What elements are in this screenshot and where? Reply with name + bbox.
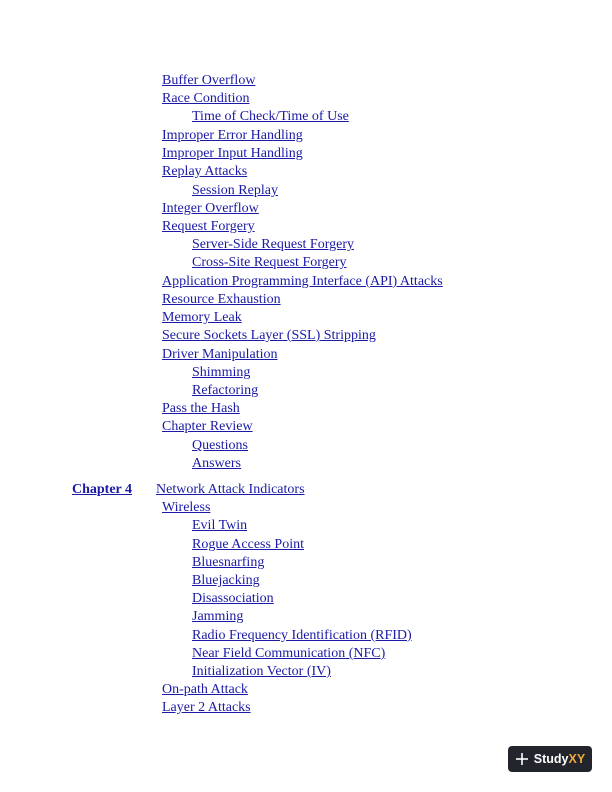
toc-link-chapter-review[interactable]: Chapter Review <box>162 419 253 434</box>
toc-link-nfc[interactable]: Near Field Communication (NFC) <box>192 646 386 661</box>
studyxy-watermark <box>508 746 592 772</box>
plus-icon <box>515 752 529 766</box>
toc-link-bluesnarfing[interactable]: Bluesnarfing <box>192 555 265 570</box>
toc-link-rfid[interactable]: Radio Frequency Identification (RFID) <box>192 628 412 643</box>
toc-link-race-condition[interactable]: Race Condition <box>162 91 250 106</box>
toc-link-on-path-attack[interactable]: On-path Attack <box>162 682 248 697</box>
toc-link-driver-manipulation[interactable]: Driver Manipulation <box>162 347 278 362</box>
toc-link-questions[interactable]: Questions <box>192 438 248 453</box>
toc-link-integer-overflow[interactable]: Integer Overflow <box>162 201 259 216</box>
toc-link-api-attacks[interactable]: Application Programming Interface (API) Attacks <box>162 274 443 289</box>
toc-link-disassociation[interactable]: Disassociation <box>192 591 274 606</box>
toc-link-shimming[interactable]: Shimming <box>192 365 251 380</box>
toc-link-initialization-vector[interactable]: Initialization Vector (IV) <box>192 664 331 679</box>
toc-link-server-side-request-forgery[interactable]: Server-Side Request Forgery <box>192 237 354 252</box>
chapter-4-label[interactable]: Chapter 4 <box>72 482 133 497</box>
toc-link-session-replay[interactable]: Session Replay <box>192 183 278 198</box>
toc-link-buffer-overflow[interactable]: Buffer Overflow <box>162 73 256 88</box>
toc-link-improper-input-handling[interactable]: Improper Input Handling <box>162 146 303 161</box>
toc-link-layer-2-attacks[interactable]: Layer 2 Attacks <box>162 700 251 715</box>
toc-link-pass-the-hash[interactable]: Pass the Hash <box>162 401 240 416</box>
watermark-brand-accent: XY <box>568 752 586 766</box>
toc-link-answers[interactable]: Answers <box>192 456 241 471</box>
watermark-brand: Study <box>533 752 569 766</box>
toc-link-cross-site-request-forgery[interactable]: Cross-Site Request Forgery <box>192 255 347 270</box>
toc-link-resource-exhaustion[interactable]: Resource Exhaustion <box>162 292 281 307</box>
toc-link-ssl-stripping[interactable]: Secure Sockets Layer (SSL) Stripping <box>162 328 376 343</box>
toc-link-refactoring[interactable]: Refactoring <box>192 383 259 398</box>
toc-link-time-of-check[interactable]: Time of Check/Time of Use <box>192 109 349 124</box>
chapter-4-title[interactable]: Network Attack Indicators <box>156 482 305 497</box>
toc-link-bluejacking[interactable]: Bluejacking <box>192 573 260 588</box>
toc-link-replay-attacks[interactable]: Replay Attacks <box>162 164 248 179</box>
toc-link-jamming[interactable]: Jamming <box>192 609 244 624</box>
toc-link-wireless[interactable]: Wireless <box>162 500 211 515</box>
toc-link-evil-twin[interactable]: Evil Twin <box>192 518 248 533</box>
toc-link-improper-error-handling[interactable]: Improper Error Handling <box>162 128 303 143</box>
toc-link-request-forgery[interactable]: Request Forgery <box>162 219 255 234</box>
toc-link-memory-leak[interactable]: Memory Leak <box>162 310 242 325</box>
toc-link-rogue-access-point[interactable]: Rogue Access Point <box>192 537 304 552</box>
